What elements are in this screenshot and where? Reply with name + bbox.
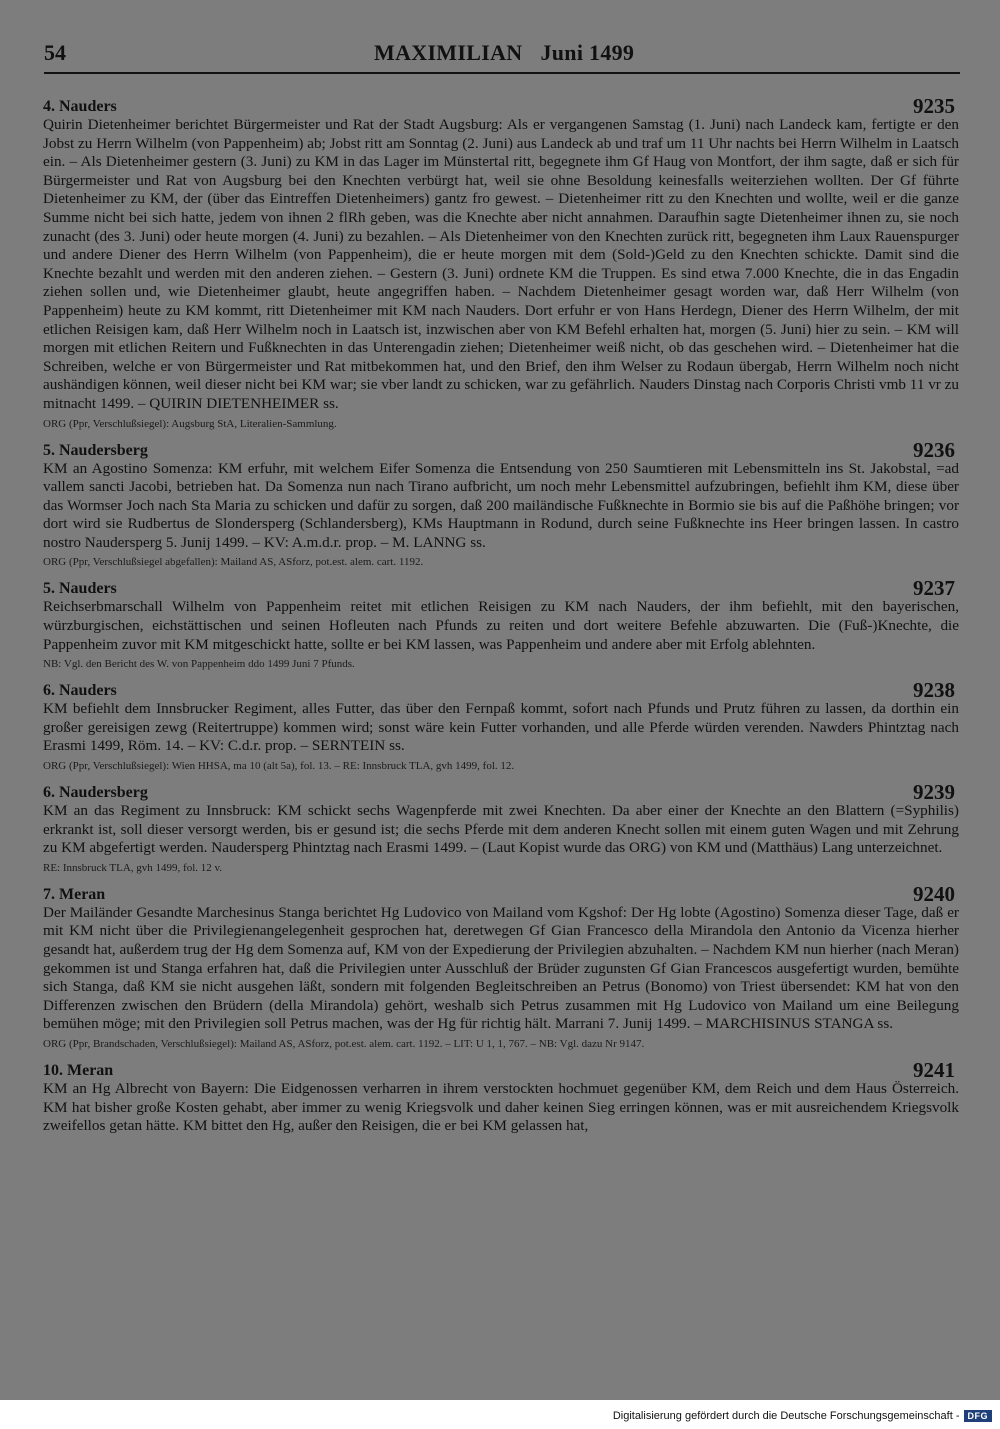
digitization-credit [613,1410,992,1422]
entry-9237 [43,578,959,671]
entry-9239 [43,782,959,875]
entry-header [43,437,959,462]
header-rule [44,72,960,74]
entry-number: 9241 [913,1057,955,1082]
entry-body: KM an das Regiment zu Innsbruck: KM schickt sechs Wagenpferde mit zwei Knechten. Da aber einer der Knechte an den Blattern (=Syphilis) erkrankt ist, soll dieser versorgt werden, bis er gesund ist; die sechs Pferde mit dem anderen Knecht sollen mit einem guten Wagen und mit Zehrung zu KM abgefertigt werden. Naudersperg Phintztag nach Erasmi 1499. – (Laut Kopist wurde das ORG) von KM und (Matthäus) Lang unterzeichnet. [43,802,959,857]
entry-header [43,780,959,805]
entry-9240 [43,881,959,1051]
entry-source-note: ORG (Ppr, Verschlußsiegel): Augsburg StA, Literalien-Sammlung. [43,417,337,430]
page-title [374,40,634,66]
entry-source-note: NB: Vgl. den Bericht des W. von Pappenheim ddo 1499 Juni 7 Pfunds. [43,658,355,671]
entry-number: 9236 [913,437,955,462]
entry-body: Quirin Dietenheimer berichtet Bürgermeister und Rat der Stadt Augsburg: Als er vergangenen Samstag (1. Juni) nach Landeck kam, fertigte er den Jobst zu Herrn Wilhelm (von Pappenheim) ab; Jobst ritt am Sonntag (2. Juni) aus Landeck ab und traf um 11 Uhr nachts bei Herrn Wilhelm in Laatsch ein. – Als Dietenheimer gestern (3. Juni) zu KM in das Lager im Münstertal ritt, begegnete ihm Gf Haug von Montfort, der ihm sagte, daß er sich für Bürgermeister und Rat von Augsburg bei den Knechten verbürgt hat, weil sie ohne Besoldung keinesfalls weiterziehen wollten. Der Gf führte Dietenheimer zu KM, der (über das Eintreffen Dietenheimers) gantz fro gewest. – Dietenheimer ritt zu den Knechten und wollte, weil er die ganze Summe nicht bei sich hatte, jedem von ihnen 2 flRh geben, was die Knechte aber nicht annahmen. Daraufhin sagte Dietenheimer ihnen zu, sie noch zunacht (des 3. Juni) oder heute morgen (4. Juni) zu bezahlen. – Als Dietenheimer von den Knechten zurück ritt, begegneten ihm Laux Rauenspurger und andere Diener des Herrn Wilhelm (von Pappenheim), die er heute morgen mit dem (Sold-)Geld zu den Knechten schickte. Damit sind die Knechte bezahlt und werden mit den anderen ziehen. – Gestern (3. Juni) ordnete KM die Truppen. Es sind etwa 7.000 Knechte, die in das Engadin ziehen sollen und, wie Dietenheimer glaubt, heute angegriffen haben. – Nachdem Dietenheimer gesagt worden war, daß Herr Wilhelm (von Pappenheim) heute zu KM kommt, ritt Dietenheimer mit KM nach Nauders. Dort erfuhr er von Hans Herdegn, Diener des Herrn Wilhelm, der mit etlichen Reisigen kam, daß Herr Wilhelm noch in Laatsch ist, inzwischen aber von KM Befehl erhalten hat, morgen (5. Juni) hier zu sein. – KM will morgen mit etlichen Reitern und Fußknechten in das Unterengadin ziehen; Dietenheimer weiß nicht, ob das geschehen wird. – Dietenheimer hat die Schreiben, welche er von Bürgermeister und Rat mitbekommen hat, und den Brief, den ihm Welser zu Rodaun übergab, Herrn Wilhelm noch nicht aushändigen können, weil dieser nicht bei KM war; sie vber landt zu schicken, war zu gefährlich. Nauders Dinstag nach Corporis Christi vmb 11 vr zu mitnacht 1499. – QUIRIN DIETENHEIMER ss. [43,116,959,412]
entry-date-place: 5. Nauders [43,580,117,598]
entry-source-note: RE: Innsbruck TLA, gvh 1499, fol. 12 v. [43,861,223,874]
entry-date-place: 5. Naudersberg [43,441,148,459]
page-number: 54 [44,40,66,65]
entries-list [43,96,959,1145]
credit-text: Digitalisierung gefördert durch die Deutsche Forschungsgemeinschaft - [612,1410,960,1422]
entry-number: 9238 [913,678,955,703]
dfg-logo: DFG [964,1410,993,1422]
entry-source-note: ORG (Ppr, Verschlußsiegel abgefallen): Mailand AS, ASforz, pot.est. alem. cart. 1192. [43,556,424,569]
entry-number: 9235 [913,94,955,118]
entry-body: Reichserbmarschall Wilhelm von Pappenheim reitet mit etlichen Reisigen zu KM nach Nauders, der ihm befiehlt, mit den bayerischen, würzburgischen, eichstättischen und seinen Hofleuten nach Pfunds zu reiten und dort weitere Befehle abzuwarten. Die (Fuß-)Knechte, die Pappenheim zuvor mit KM mitgeschickt hatte, sollte er bei KM lassen, was Pappenheim und andere aber mit Erfolg ablehnten. [43,598,959,653]
entry-body: Der Mailänder Gesandte Marchesinus Stanga berichtet Hg Ludovico von Mailand vom Kgshof: Der Hg lobte (Agostino) Somenza dieser Tage, daß er mit KM nicht über die Privilegienangelegenheit gesprochen hat, deretwegen Gf Gian Francesco della Mirandola den Antonio da Vicenza hierher gesandt hat, außerdem trug der Hg dem Somenza auf, KM von der Expedierung der Privilegien abzuhalten. – Nachdem KM nun hierher (nach Meran) gekommen ist und Stanga erfahren hat, daß die Privilegien unter Ausschluß der Brüder zugunsten Gf Gian Francescos ausgefertigt wurden, bemühte sich Stanga, daß KM sie nicht ausgehen läßt, sondern mit folgenden Begleitschreiben an Petrus (Bonomo) von Triest übersendet: KM hat von den Differenzen zwischen den Brüdern (della Mirandola) gehört, weshalb sich Petrus zusammen mit Hg Ludovico von Mailand um eine Beilegung bemühen möge; mit den Privilegien soll Petrus machen, was der Hg für richtig hält. Marrani 7. Junij 1499. – MARCHISINUS STANGA ss. [43,903,959,1033]
entry-header [43,881,959,906]
entry-source-note: ORG (Ppr, Brandschaden, Verschlußsiegel): Mailand AS, ASforz, pot.est. alem. cart. 1192. – LIT: U 1, 1, 767. – NB: Vgl. dazu Nr 9147. [43,1037,645,1050]
entry-body: KM an Agostino Somenza: KM erfuhr, mit welchem Eifer Somenza die Entsendung von 250 Saumtieren mit Lebensmitteln ins St. Jakobstal, =ad vallem sancti Jacobi, betrieben hat. Da Somenza nun nach Tirano aufbricht, um noch mehr Lebensmittel aufzubringen, befiehlt ihm KM, diese über das Wormser Joch nach Sta Maria zu schicken und dafür zu sorgen, daß 200 mailändische Fußknechte in Bormio sie bis auf die Paßhöhe bringen; vor dort wird sie Rudbertus de Slondersperg (Schlandersberg), KMs Hauptmann in Rodund, durch seine Fußknechte ins Heer bringen lassen. In castro nostro Naudersperg 5. Junij 1499. – KV: A.m.d.r. prop. – M. LANNG ss. [43,459,959,551]
entry-date-place: 4. Nauders [43,98,117,115]
running-head [44,40,960,74]
entry-header [43,1057,959,1082]
entry-date-place: 10. Meran [43,1061,114,1079]
entry-number: 9237 [913,576,955,601]
entry-9241 [43,1057,959,1136]
entry-number: 9240 [913,881,955,906]
entry-date-place: 7. Meran [43,885,106,903]
entry-date-place: 6. Naudersberg [43,784,148,802]
entry-9235 [43,96,959,431]
page-title-name: MAXIMILIAN [374,40,523,65]
entry-9236 [43,437,959,570]
entry-9238 [43,680,959,773]
entry-header [43,678,959,703]
entry-date-place: 6. Nauders [43,682,117,700]
entry-number: 9239 [913,780,955,805]
entry-source-note: ORG (Ppr, Verschlußsiegel): Wien HHSA, ma 10 (alt 5a), fol. 13. – RE: Innsbruck TLA, gvh 1499, fol. 12. [43,760,515,773]
page-title-date: Juni 1499 [540,40,635,65]
entry-body: KM an Hg Albrecht von Bayern: Die Eidgenossen verharren in ihrem verstockten hochmuet gegenüber KM, dem Reich und dem Haus Österreich. KM hat bisher große Kosten gehabt, aber immer zu wenig Kriegsvolk und daher keinen Sieg erringen können, was er mit ausreichendem Kriegsvolk zweifellos getan hätte. KM bittet den Hg, außer den Reisigen, die er bei KM gelassen hat, [43,1079,959,1135]
entry-header [43,576,959,601]
entry-body: KM befiehlt dem Innsbrucker Regiment, alles Futter, das über den Fernpaß kommt, sofort nach Pfunds und Prutz führen zu lassen, da dorthin ein großer gereisigen zewg (Reitertruppe) kommen wird; sonst wäre kein Futter vorhanden, und alle Pferde würden verenden. Nawders Phintztag nach Erasmi 1499, Röm. 14. – KV: C.d.r. prop. – SERNTEIN ss. [43,700,959,755]
entry-header [43,96,959,116]
